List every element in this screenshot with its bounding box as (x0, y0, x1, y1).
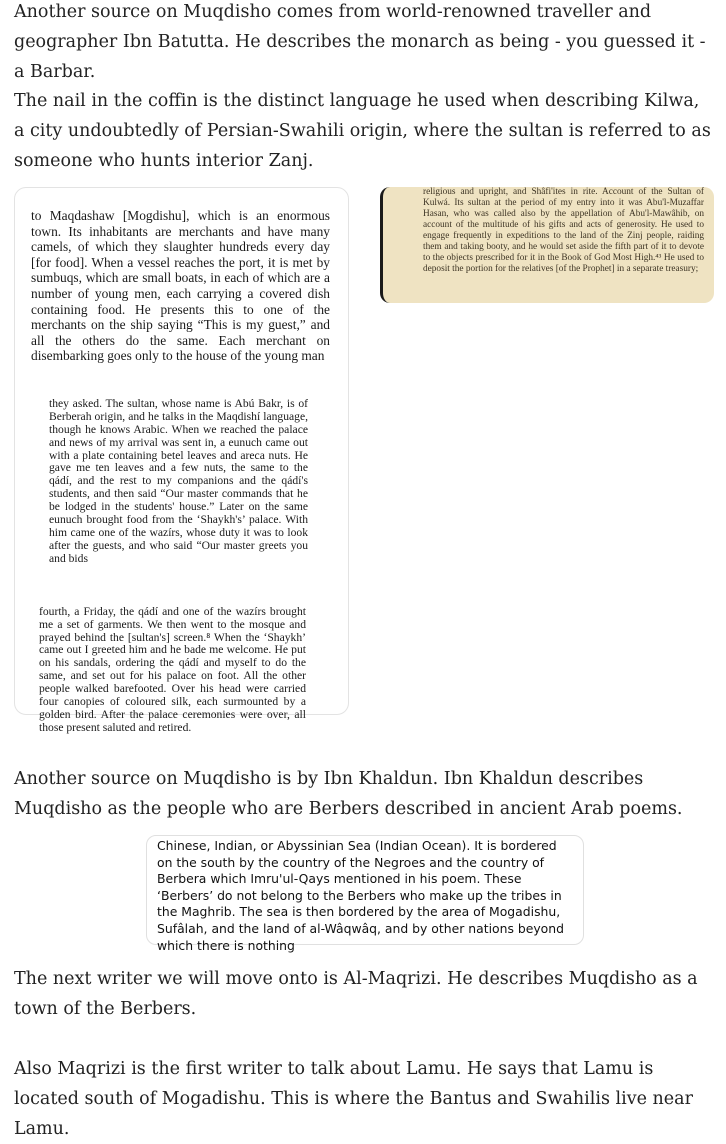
paragraph-kilwa: The nail in the coffin is the distinct language he used when describing Kilwa, a city undoubtedly of Persian-Swahili origin, where the sultan is referred to as someone who hunts interior Zanj. (14, 91, 711, 171)
batutta-scan-text-3: fourth, a Friday, the qádí and one of the wazírs brought me a set of garments. We then went to the mosque and prayed behind the [sultan's] screen.⁸ When the ‘Shaykh’ came out I greeted him and he bade me welcome. He put on his sandals, ordering the qádí and myself to do the same, and set out for his palace on foot. All the other people walked barefooted. Over his head were carried four canopies of coloured silk, each surmounted by a golden bird. After the palace ceremonies were over, all those present saluted and retired. (39, 604, 306, 734)
kilwa-excerpt-image (380, 187, 714, 303)
batutta-scan-text-2: they asked. The sultan, whose name is Abú Bakr, is of Berberah origin, and he talks in the Maqdishí language, though he knows Arabic. When we reached the palace and news of my arrival was sent in, a eunuch came out with a plate containing betel leaves and areca nuts. He gave me ten leaves and a few nuts, the same to the qádí, and the rest to my companions and the qádí's students, and then said “Our master commands that he be lodged in the students' house.” Later on the same eunuch brought food from the ‘Shaykh's’ palace. With him came one of the wazírs, whose duty it was to look after the guests, and who said “Our master greets you and bids (49, 396, 308, 565)
batutta-excerpt-card (14, 187, 349, 734)
intro-paragraph-batutta: Another source on Muqdisho comes from world-renowned traveller and geographer Ibn Batutta. He describes the monarch as being - you guessed it - a Barbar. (14, 2, 706, 82)
paragraph-maqrizi: The next writer we will move onto is Al-Maqrizi. He describes Muqdisho as a town of the Berbers. (14, 969, 698, 1019)
batutta-scan-block-2 (31, 398, 330, 566)
khaldun-scan-text: Chinese, Indian, or Abyssinian Sea (Indian Ocean). It is bordered on the south by the country of the Negroes and the country of Berbera which Imru'ul-Qays mentioned in his poem. These ‘Berbers’ do not belong to the Berbers who make up the tribes in the Maghrib. The sea is then bordered by the area of Mogadishu, Sufâlah, and the land of al-Wâqwâq, and by other nations beyond which there is nothing (157, 838, 564, 953)
batutta-scan-block-1 (31, 208, 330, 364)
batutta-scan-block-3 (31, 606, 330, 735)
paragraph-ibn-khaldun: Another source on Muqdisho is by Ibn Khaldun. Ibn Khaldun describes Muqdisho as the people who are Berbers described in ancient Arab poems. (14, 769, 683, 819)
paragraph-lamu: Also Maqrizi is the first writer to talk about Lamu. He says that Lamu is located south of Mogadishu. This is where the Bantus and Swahilis live near Lamu. (14, 1059, 693, 1139)
kilwa-scan-text: religious and upright, and Shâfi'ites in rite. Account of the Sultan of Kulwá. Its sultan at the period of my entry into it was Abu'l-Muzaffar Hasan, who was called also by the appellation of Abu'l-Mawâhib, on account of the multitude of his gifts and acts of generosity. He used to engage frequently in expeditions to the land of the Zinj people, raiding them and taking booty, and he would set aside the fifth part of it to devote to the objects prescribed for it in the Book of God Most High.⁴³ He used to deposit the portion for the relatives [of the Prophet] in a separate treasury; (423, 187, 704, 274)
batutta-scan-text-1: to Maqdashaw [Mogdishu], which is an enormous town. Its inhabitants are merchants and have many camels, of which they slaughter hundreds every day [for food]. When a vessel reaches the port, it is met by sumbuqs, which are small boats, in each of which are a number of young men, each carrying a covered dish containing food. He presents this to one of the merchants on the ship saying “This is my guest,” and all the others do the same. Each merchant on disembarking goes only to the house of the young man (31, 208, 330, 364)
khaldun-excerpt-image (146, 835, 584, 953)
